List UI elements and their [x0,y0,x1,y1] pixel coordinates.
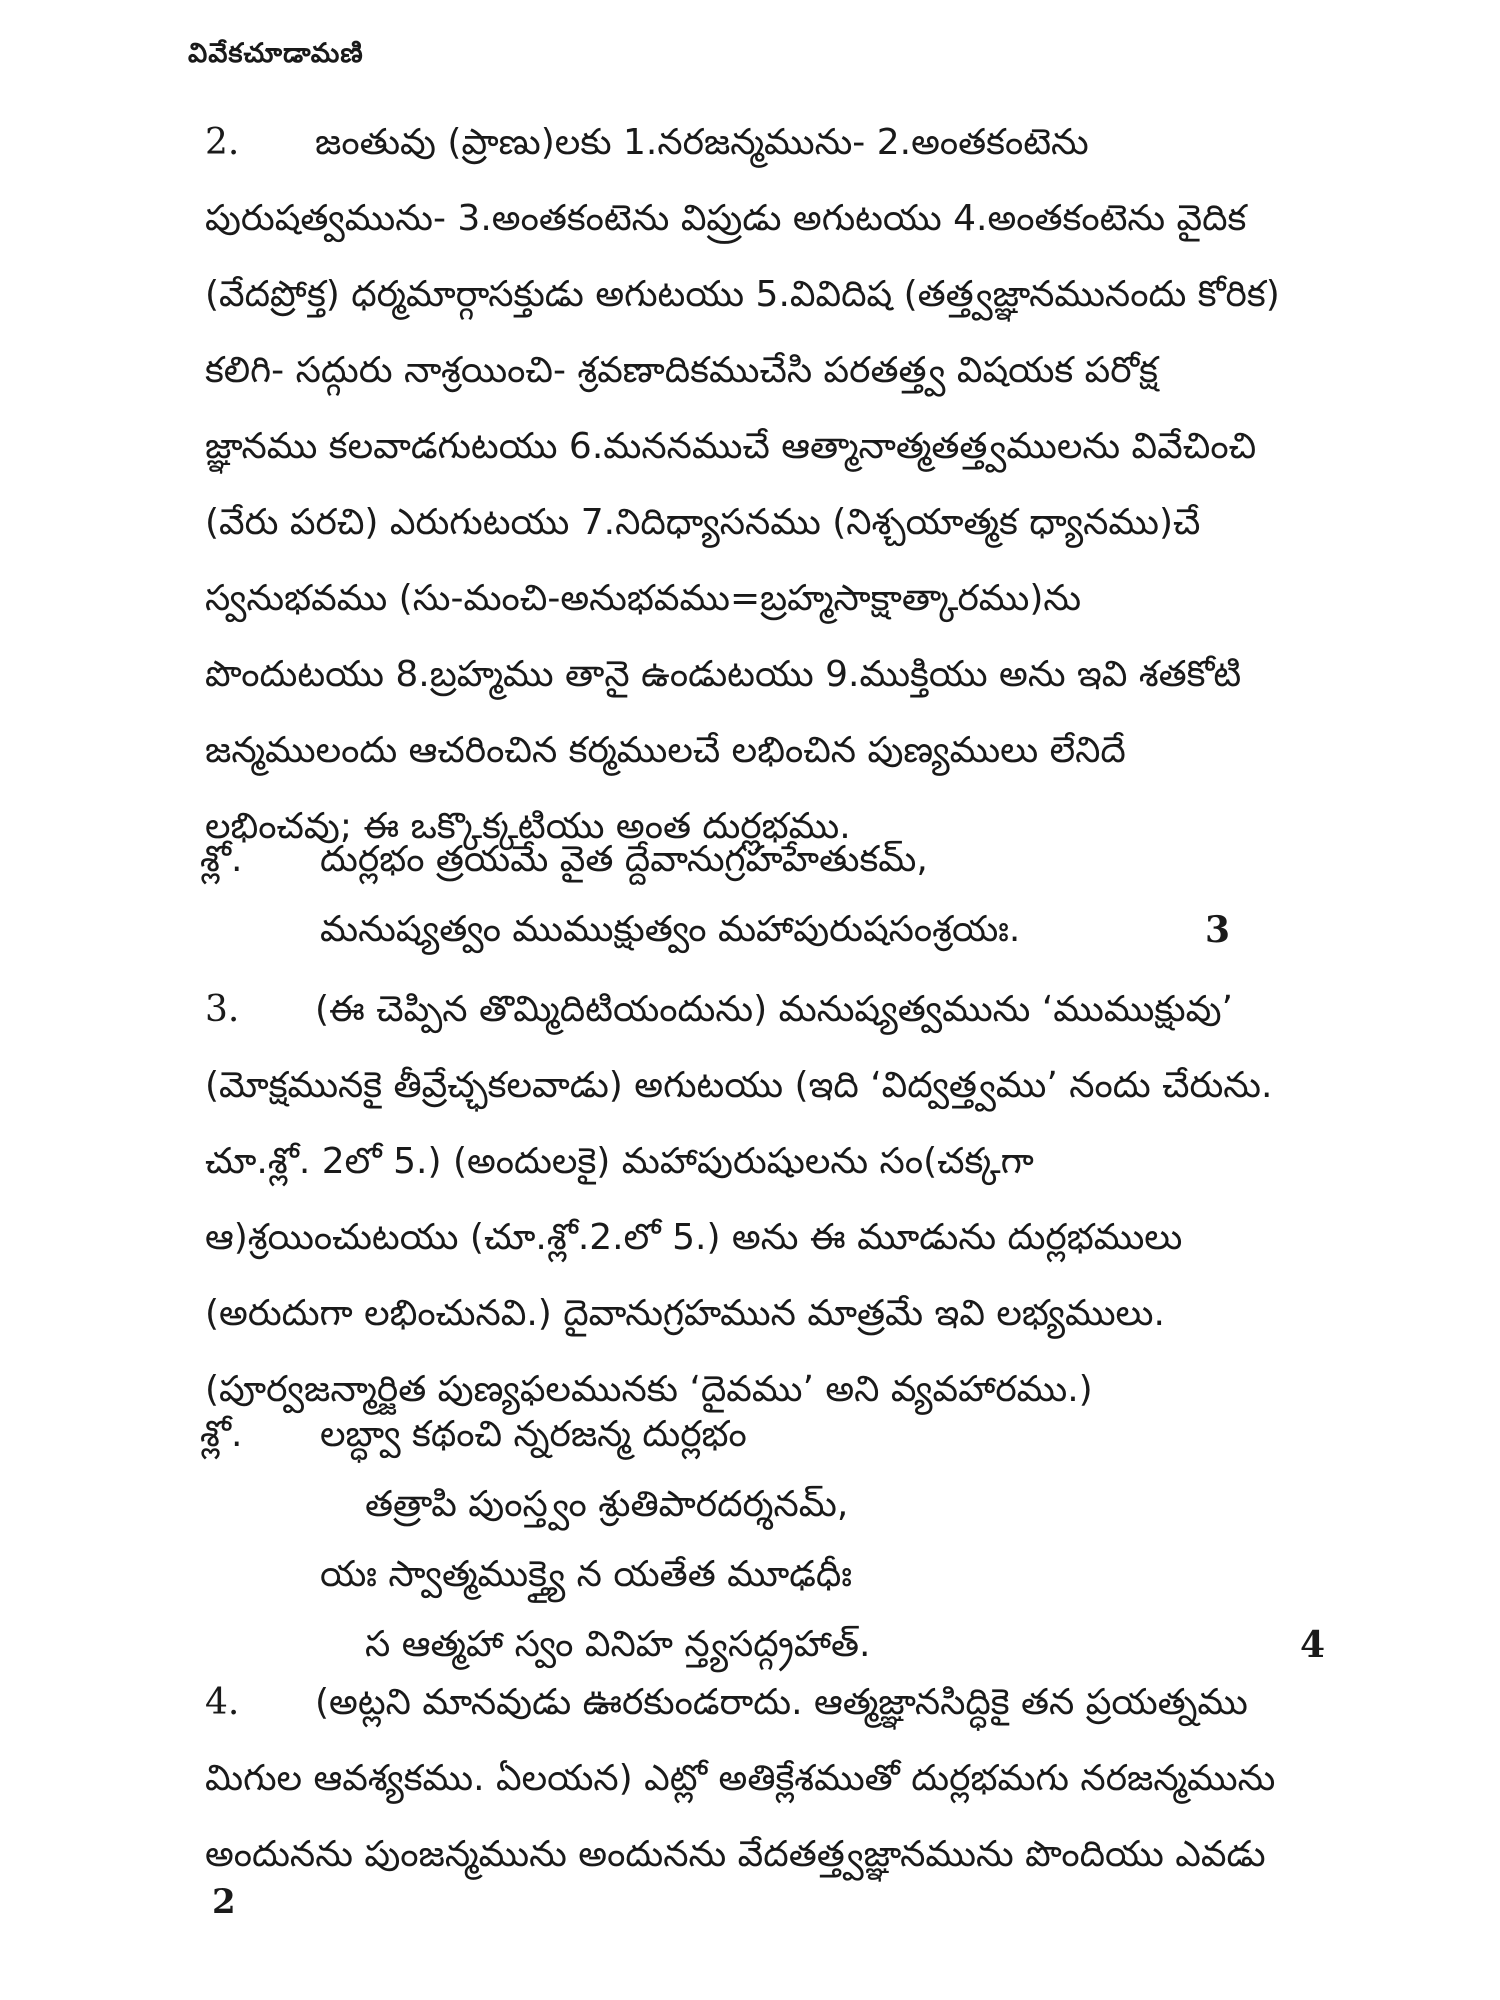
paragraph-line: కలిగి- సద్గురు నాశ్రయించి- శ్రవణాదికముచేసి పరతత్త్వ విషయక పరోక్ష [205,350,1158,391]
paragraph-line: 2. జంతువు (ప్రాణు)లకు 1.నరజన్మమును- 2.అంతకంటెను [205,105,1335,181]
page-number: 2 [212,1882,236,1922]
paragraph-line: 4. (అట్లని మానవుడు ఊరకుండరాదు. ఆత్మజ్ఞానసిద్ధికై తన ప్రయత్నము [205,1665,1335,1741]
sloka-3 [200,825,1335,965]
verse-line: యః స్వాత్మముక్త్యై న యతేత మూఢధీః [320,1554,852,1595]
paragraph-line: (వేరు పరచి) ఎరుగుటయు 7.నిదిధ్యాసనము (నిశ్చయాత్మక ధ్యానము)చే [205,502,1201,543]
paragraph-line: ఆ)శ్రయించుటయు (చూ.శ్లో.2.లో 5.) అను ఈ మూడును దుర్లభములు [205,1217,1183,1258]
paragraph-line: (పూర్వజన్మార్జిత పుణ్యఫలమునకు ‘దైవము’ అని వ్యవహారము.) [205,1369,1093,1410]
paragraph-line: లభించవు; ఈ ఒక్కొక్కటియు అంత దుర్లభము. [205,806,851,847]
verse-line: లబ్ధ్వా కథంచి న్నరజన్మ దుర్లభం [320,1414,747,1455]
sloka-label: శ్లో. [200,1414,243,1455]
paragraph-4 [205,1665,1335,1893]
verse-line: మనుష్యత్వం ముముక్షుత్వం మహాపురుషసంశ్రయః. [320,909,1021,950]
verse-line: తత్రాపి పుంస్త్వం శ్రుతిపారదర్శనమ్, [365,1484,849,1525]
paragraph-line: పొందుటయు 8.బ్రహ్మము తానై ఉండుటయు 9.ముక్తియు అను ఇవి శతకోటి [205,654,1242,695]
paragraph-line: అందునను పుంజన్మమును అందునను వేదతత్త్వజ్ఞానమును పొందియు ఎవడు [205,1834,1266,1875]
paragraph-line: స్వనుభవము (సు-మంచి-అనుభవము=బ్రహ్మసాక్షాత్కారము)ను [205,578,1082,619]
verse-line: స ఆత్మహా స్వం వినిహ న్త్యసద్గ్రహాత్. [365,1624,871,1665]
verse-number: 3 [1205,909,1231,951]
paragraph-2 [205,105,1335,865]
paragraph-line: జన్మములందు ఆచరించిన కర్మములచే లభించిన పుణ్యములు లేనిదే [205,730,1126,771]
paragraph-number: 4. [205,1682,240,1723]
sloka-4 [200,1400,1335,1680]
paragraph-line: చూ.శ్లో. 2లో 5.) (అందులకై) మహాపురుషులను సం(చక్కగా [205,1141,1034,1182]
verse-number: 4 [1300,1624,1326,1666]
paragraph-line: మిగుల ఆవశ్యకము. ఏలయన) ఎట్లో అతిక్లేశముతో దుర్లభమగు నరజన్మమును [205,1758,1276,1799]
verse-line: దుర్లభం త్రయమే వైత ద్దేవానుగ్రహహేతుకమ్, [320,839,928,880]
sloka-label: శ్లో. [200,839,243,880]
paragraph-number: 3. [205,989,240,1030]
paragraph-line: పురుషత్వమును- 3.అంతకంటెను విప్రుడు అగుటయు 4.అంతకంటెను వైదిక [205,198,1247,239]
paragraph-line: జ్ఞానము కలవాడగుటయు 6.మననముచే ఆత్మానాత్మతత్త్వములను వివేచించి [205,426,1257,467]
paragraph-3 [205,972,1335,1428]
paragraph-line: (మోక్షమునకై తీవ్రేచ్ఛకలవాడు) అగుటయు (ఇది ‘విద్వత్త్వము’ నందు చేరును. [205,1065,1273,1106]
paragraph-line: 3. (ఈ చెప్పిన తొమ్మిదిటియందును) మనుష్యత్వమును ‘ముముక్షువు’ [205,972,1335,1048]
paragraph-line: (అరుదుగా లభించునవి.) దైవానుగ్రహమున మాత్రమే ఇవి లభ్యములు. [205,1293,1165,1334]
paragraph-number: 2. [205,122,240,163]
paragraph-line: (వేదప్రోక్త) ధర్మమార్గాసక్తుడు అగుటయు 5.వివిదిష (తత్త్వజ్ఞానమునందు కోరిక) [205,274,1280,315]
running-header: వివేకచూడామణి [188,38,364,69]
